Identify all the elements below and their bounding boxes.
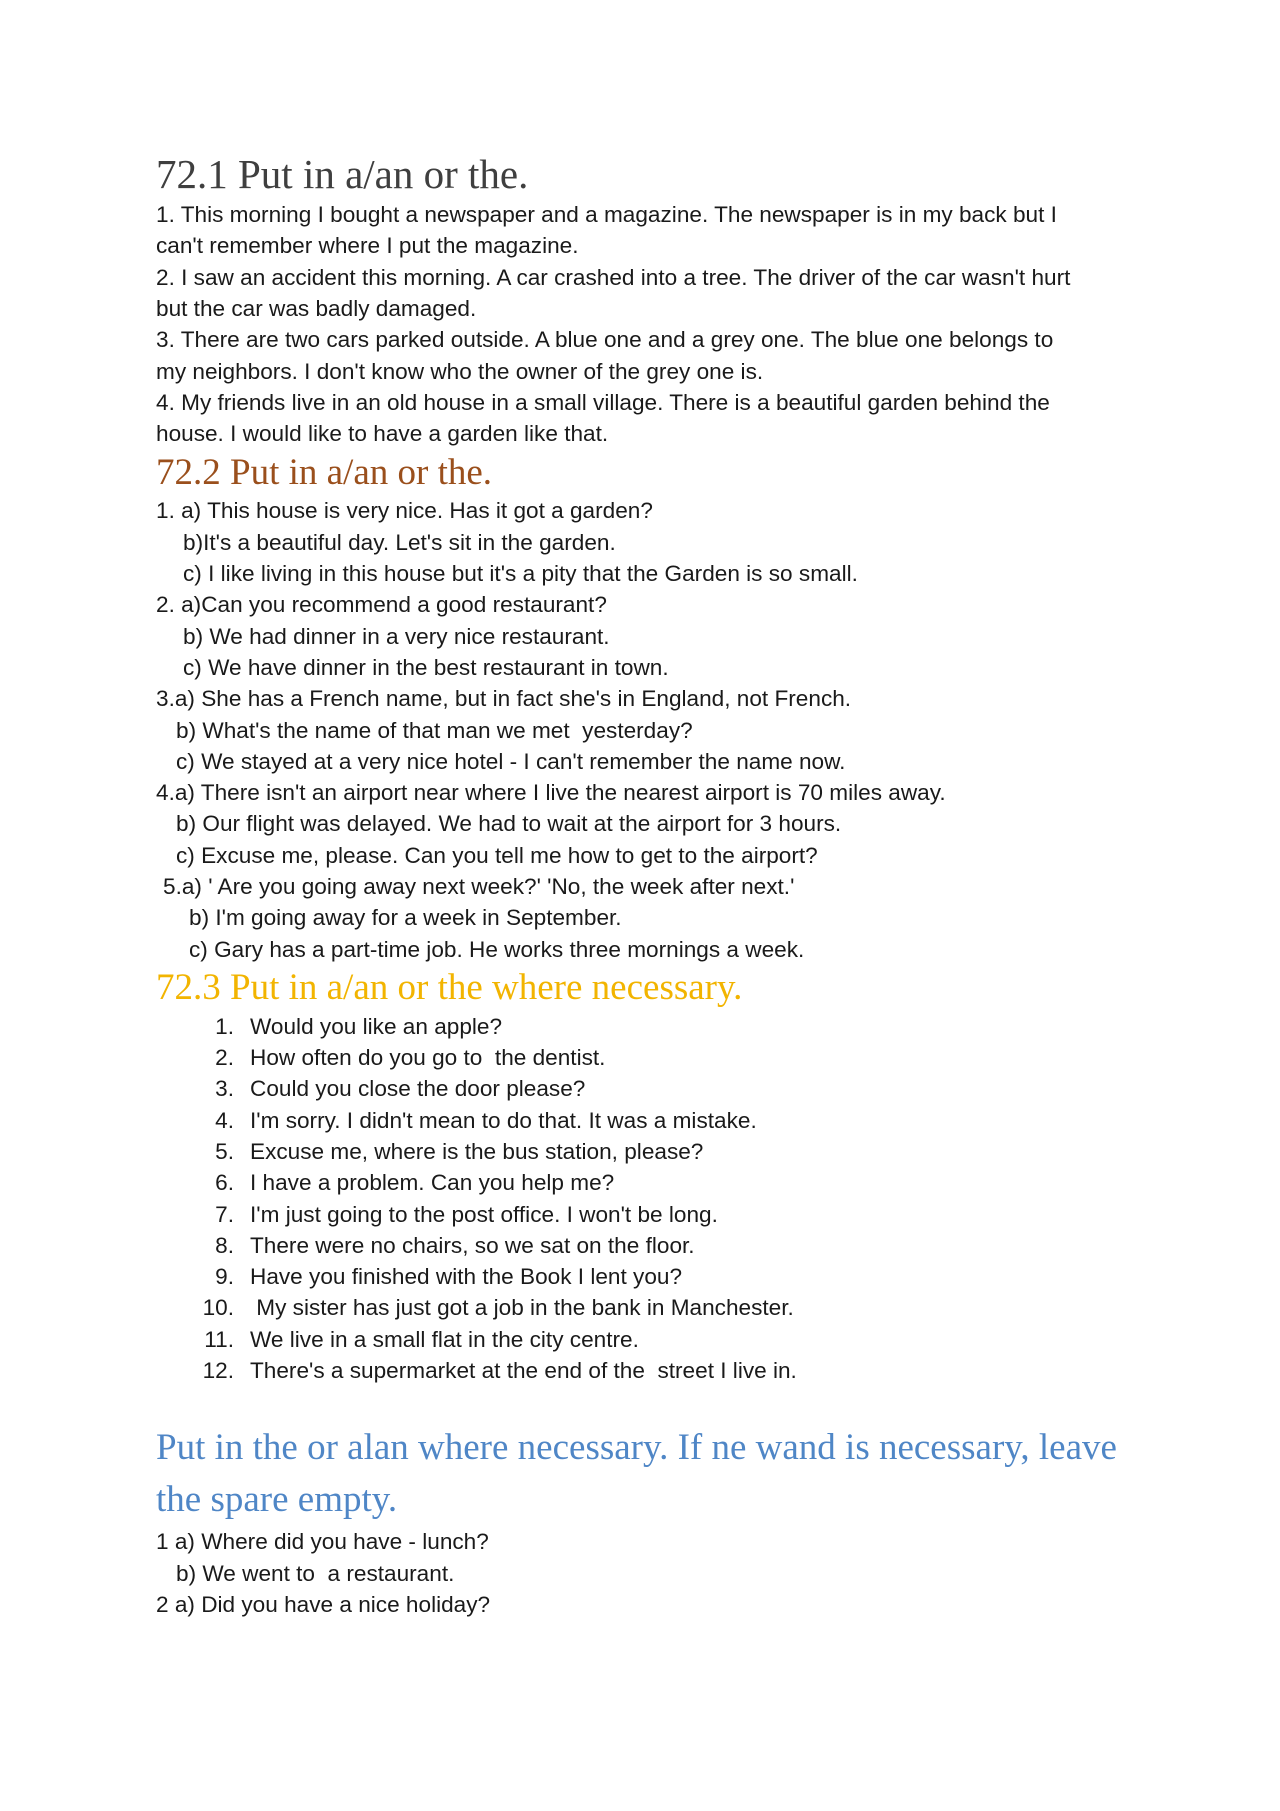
text-line: 1. a) This house is very nice. Has it got a garden? [156,498,653,524]
text-line: c) Excuse me, please. Can you tell me how to get to the airport? [176,842,818,868]
list-text: My sister has just got a job in the bank in Manchester. [250,1295,794,1321]
list-number: 6. [215,1170,234,1196]
list-number: 10. [202,1295,234,1321]
text-line: b) I'm going away for a week in September. [189,905,622,931]
text-line: can't remember where I put the magazine. [156,233,579,259]
text-line: 4. My friends live in an old house in a small village. There is a beautiful garden behind the [156,389,1050,415]
text-line: 2. a)Can you recommend a good restaurant? [156,592,607,618]
list-number: 3. [215,1076,234,1102]
text-line: my neighbors. I don't know who the owner of the grey one is. [156,358,764,384]
list-number: 5. [215,1138,234,1164]
list-number: 7. [215,1201,234,1227]
list-item [156,1261,1146,1292]
list-item [156,1355,1146,1386]
text-line: c) We stayed at a very nice hotel - I can't remember the name now. [176,748,846,774]
text-line: b) We had dinner in a very nice restaurant. [183,623,610,649]
section-extra [156,1422,1146,1620]
list-number: 11. [204,1326,234,1352]
list-item [156,1230,1146,1261]
text-line: b) We went to a restaurant. [176,1560,455,1586]
document-page [156,150,1146,1620]
list-text: We live in a small flat in the city centre. [250,1326,639,1352]
section-title: 72.2 Put in a/an or the. [156,451,493,493]
text-line: 1. This morning I bought a newspaper and a magazine. The newspaper is in my back but I [156,202,1057,228]
list-text: Excuse me, where is the bus station, please? [250,1138,704,1164]
text-line: b)It's a beautiful day. Let's sit in the garden. [183,529,616,555]
list-text: I'm sorry. I didn't mean to do that. It was a mistake. [250,1107,757,1133]
list-item [156,1011,1146,1042]
list-item [156,1042,1146,1073]
section-72-2 [156,450,1146,965]
text-line: c) We have dinner in the best restaurant in town. [183,654,669,680]
list-text: Could you close the door please? [250,1076,586,1102]
list-item [156,1324,1146,1355]
list-text: There were no chairs, so we sat on the floor. [250,1232,695,1258]
list-text: I'm just going to the post office. I won't be long. [250,1201,718,1227]
section-title: Put in the or alan where necessary. If ne wand is necessary, leave the spare empty. [156,1427,1117,1521]
list-item [156,1136,1146,1167]
text-line: 4.a) There isn't an airport near where I live the nearest airport is 70 miles away. [156,780,946,806]
text-line: c) Gary has a part-time job. He works three mornings a week. [189,936,805,962]
list-text: I have a problem. Can you help me? [250,1170,615,1196]
list-text: Would you like an apple? [250,1013,503,1039]
text-line: 2 a) Did you have a nice holiday? [156,1591,491,1617]
section-72-3 [156,965,1146,1386]
numbered-list [156,1011,1146,1387]
text-line: 5.a) ' Are you going away next week?' 'No, the week after next.' [163,874,795,899]
list-text: How often do you go to the dentist. [250,1045,606,1071]
list-number: 1. [215,1013,234,1039]
list-item [156,1105,1146,1136]
list-number: 12. [202,1358,234,1384]
list-text: Have you finished with the Book I lent you? [250,1264,683,1290]
text-line: 3. There are two cars parked outside. A blue one and a grey one. The blue one belongs to [156,327,1054,353]
list-number: 2. [215,1045,234,1071]
section-title: 72.1 Put in a/an or the. [156,151,529,197]
list-item [156,1199,1146,1230]
list-item [156,1073,1146,1104]
text-line: but the car was badly damaged. [156,296,477,322]
text-line: b) What's the name of that man we met yesterday? [176,717,693,743]
list-item [156,1292,1146,1323]
text-line: house. I would like to have a garden like that. [156,421,609,447]
text-line: c) I like living in this house but it's a pity that the Garden is so small. [183,561,858,587]
list-number: 9. [215,1264,234,1290]
list-number: 8. [215,1232,234,1258]
list-text: There's a supermarket at the end of the street I live in. [250,1358,797,1384]
list-number: 4. [215,1107,234,1133]
list-item [156,1167,1146,1198]
section-title: 72.3 Put in a/an or the where necessary. [156,966,743,1008]
text-line: b) Our flight was delayed. We had to wait at the airport for 3 hours. [176,811,842,837]
text-line: 2. I saw an accident this morning. A car crashed into a tree. The driver of the car wasn't hurt [156,264,1071,290]
section-72-1 [156,150,1146,450]
text-line: 1 a) Where did you have - lunch? [156,1529,489,1555]
text-line: 3.a) She has a French name, but in fact she's in England, not French. [156,686,852,712]
